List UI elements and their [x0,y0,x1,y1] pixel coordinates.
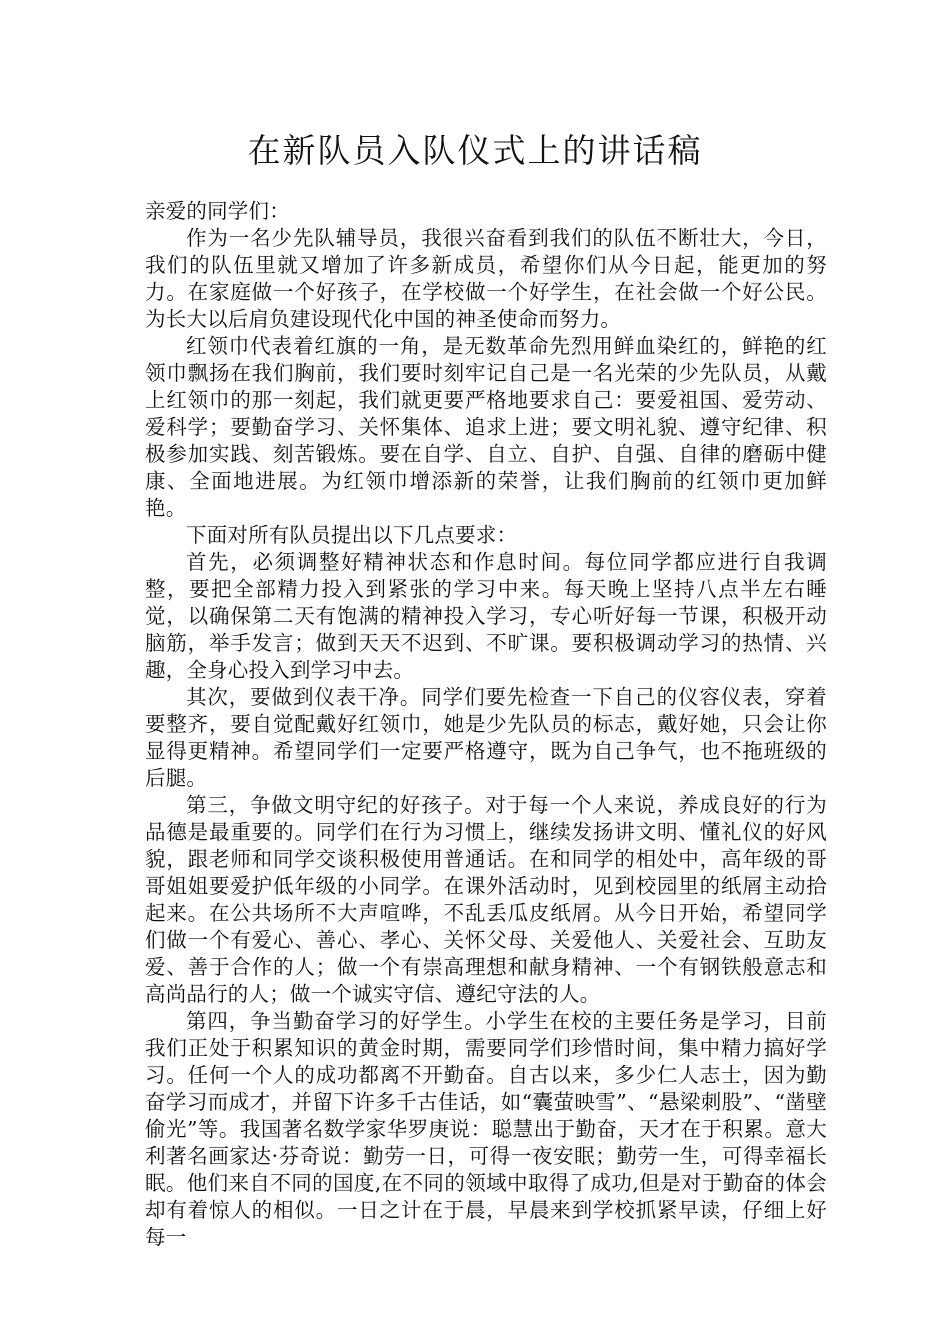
document-body [145,198,827,1251]
paragraph-first: 首先，必须调整好精神状态和作息时间。每位同学都应进行自我调整，要把全部精力投入到紧张的学习中来。每天晚上坚持八点半左右睡觉，以确保第二天有饱满的精神投入学习，专心听好每一节课，积极开动脑筋，举手发言；做到天天不迟到、不旷课。要积极调动学习的热情、兴趣，全身心投入到学习中去。 [145,550,827,682]
paragraph-fourth: 第四，争当勤奋学习的好学生。小学生在校的主要任务是学习，目前我们正处于积累知识的黄金时期，需要同学们珍惜时间，集中精力搞好学习。任何一个人的成功都离不开勤奋。自古以来，多少仁人志士，因为勤奋学习而成才，并留下许多千古佳话，如“囊萤映雪”、“悬梁刺股”、“凿壁偷光”等。我国著名数学家华罗庚说：聪慧出于勤奋，天才在于积累。意大利著名画家达·芬奇说：勤劳一日，可得一夜安眠；勤劳一生，可得幸福长眠。他们来自不同的国度,在不同的领域中取得了成功,但是对于勤奋的体会却有着惊人的相似。一日之计在于晨，早晨来到学校抓紧早读，仔细上好每一 [145,1009,827,1249]
salutation: 亲爱的同学们： [145,199,290,223]
paragraph-intro: 作为一名少先队辅导员，我很兴奋看到我们的队伍不断壮大，今日，我们的队伍里就又增加了许多新成员，希望你们从今日起，能更加的努力。在家庭做一个好孩子，在学校做一个好学生，在社会做一个好公民。为长大以后肩负建设现代化中国的神圣使命而努力。 [145,226,827,331]
paragraph-second: 其次，要做到仪表干净。同学们要先检查一下自己的仪容仪表，穿着要整齐，要自觉配戴好红领巾，她是少先队员的标志，戴好她，只会让你显得更精神。希望同学们一定要严格遵守，既为自己争气，也不拖班级的后腿。 [145,685,827,790]
document-title: 在新队员入队仪式上的讲话稿 [247,131,703,170]
paragraph-third: 第三，争做文明守纪的好孩子。对于每一个人来说，养成良好的行为品德是最重要的。同学们在行为习惯上，继续发扬讲文明、懂礼仪的好风貌，跟老师和同学交谈积极使用普通话。在和同学的相处中，高年级的哥哥姐姐要爱护低年级的小同学。在课外活动时，见到校园里的纸屑主动拾起来。在公共场所不大声喧哗，不乱丢瓜皮纸屑。从今日开始，希望同学们做一个有爱心、善心、孝心、关怀父母、关爱他人、关爱社会、互助友爱、善于合作的人；做一个有崇高理想和献身精神、一个有钢铁般意志和高尚品行的人；做一个诚实守信、遵纪守法的人。 [145,793,827,1006]
paragraph-requirements-lead: 下面对所有队员提出以下几点要求： [186,523,518,547]
paragraph-red-scarf: 红领巾代表着红旗的一角，是无数革命先烈用鲜血染红的，鲜艳的红领巾飘扬在我们胸前，我们要时刻牢记自己是一名光荣的少先队员，从戴上红领巾的那一刻起，我们就更要严格地要求自己：要爱祖国、爱劳动、爱科学；要勤奋学习、关怀集体、追求上进；要文明礼貌、遵守纪律、积极参加实践、刻苦锻炼。要在自学、自立、自护、自强、自律的磨砺中健康、全面地进展。为红领巾增添新的荣誉，让我们胸前的红领巾更加鲜艳。 [145,334,827,520]
